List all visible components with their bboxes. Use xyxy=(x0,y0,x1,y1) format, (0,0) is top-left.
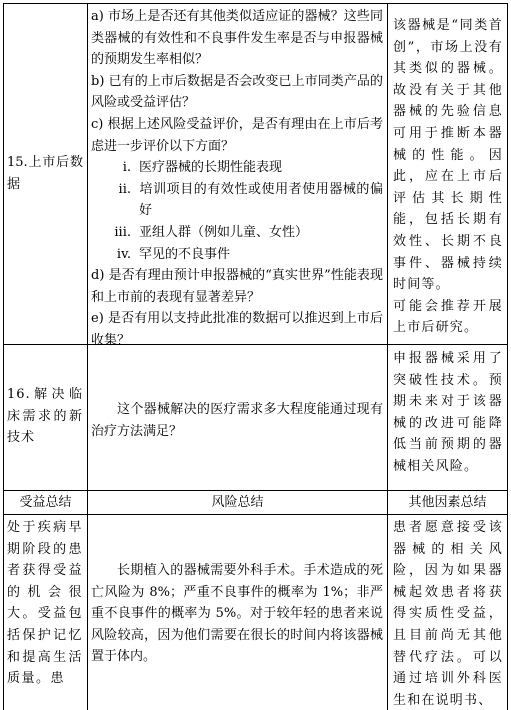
table-border-top xyxy=(3,3,508,4)
table-border-right xyxy=(507,3,508,710)
other-summary-cell xyxy=(393,517,503,710)
column-divider-label xyxy=(87,3,88,710)
other-summary-text: 患者愿意接受该器械的相关风险，因为如果器械起效患者将获得实质性受益，且目前尚无其他替代疗法。可以通过培训外科医生和在说明书、 xyxy=(393,520,503,708)
row16-question-cell xyxy=(91,399,383,442)
row15-sub-item-i xyxy=(91,157,383,179)
row15-questions-cell xyxy=(91,6,383,352)
table-border-left xyxy=(3,3,4,710)
benefit-summary-header-cell xyxy=(4,492,87,514)
risk-summary-cell xyxy=(91,560,383,668)
row16-note: 申报器械采用了突破性技术。预期未来对于该器械的改进可能降低当前预期的器械相关风险。 xyxy=(393,351,503,474)
sub-item-number: iii. xyxy=(114,224,131,240)
risk-summary-header: 风险总结 xyxy=(211,495,264,510)
row16-label-cell xyxy=(7,384,83,449)
row15-label: 15.上市后数据 xyxy=(7,155,83,192)
row16-notes-cell xyxy=(393,348,503,478)
sub-item-text: 罕见的不良事件 xyxy=(139,246,231,262)
sub-item-number: ii. xyxy=(118,181,131,197)
other-summary-header-cell xyxy=(388,492,507,514)
row15-note-1: 该器械是“同类首创”，市场上没有其类似的器械。故没有关于其他器械的先验信息可用于推断本器械的性能。因此，应在上市后评估其长期性能，包括长期有效性、长期不良事件、器械持续时间等。 xyxy=(393,18,503,293)
sub-item-number: i. xyxy=(122,160,131,176)
summary-header-divider xyxy=(3,514,508,515)
row15-sub-item-iv xyxy=(91,244,383,266)
other-summary-header: 其他因素总结 xyxy=(408,495,487,510)
row16-label: 16.解决临床需求的新技术 xyxy=(7,387,83,446)
sub-item-text: 医疗器械的长期性能表现 xyxy=(139,160,283,176)
row15-sub-item-ii xyxy=(91,179,383,222)
benefit-summary-text: 处于疾病早期阶段的患者获得受益的机会很大。受益包括保护记忆和提高生活质量。患 xyxy=(7,520,83,687)
risk-summary-text: 长期植入的器械需要外科手术。手术造成的死亡风险为 8%；严重不良事件的概率为 1%；非严重不良事件的概率为 5%。对于较年轻的患者来说风险较高，因为他们需要在很长的时间内将该器械置于体内。 xyxy=(91,563,383,665)
row-divider-16-summary xyxy=(3,490,508,491)
row15-label-cell xyxy=(7,152,83,195)
benefit-summary-header: 受益总结 xyxy=(19,495,72,510)
row16-question: 这个器械解决的医疗需求多大程度能通过现有治疗方法满足？ xyxy=(91,402,383,439)
row15-item-b: b) 已有的上市后数据是否会改变已上市同类产品的风险或受益评估？ xyxy=(91,73,383,111)
row15-item-a: a) 市场上是否还有其他类似适应证的器械？这些同类器械的有效性和不良事件发生率是否与申报器械的预期发生率相似？ xyxy=(91,9,383,68)
row15-sub-item-iii xyxy=(91,222,383,244)
column-divider-notes xyxy=(387,3,388,710)
row15-item-c: c) 根据上述风险受益评价，是否有理由在上市后考虑进一步评价以下方面？ xyxy=(91,116,383,154)
benefit-summary-cell xyxy=(7,517,83,710)
row15-item-d: d) 是否有理由预计申报器械的“真实世界”性能表现和上市前的表现有显著差异？ xyxy=(91,268,383,305)
row15-item-e: e) 是否有用以支持此批准的数据可以推迟到上市后收集？ xyxy=(91,311,383,348)
sub-item-text: 培训项目的有效性或使用者使用器械的偏好 xyxy=(139,181,383,219)
row15-note-2: 可能会推荐开展上市后研究。 xyxy=(393,298,503,336)
risk-summary-header-cell xyxy=(88,492,387,514)
row15-notes-cell xyxy=(393,15,503,339)
sub-item-number: iv. xyxy=(116,246,131,262)
sub-item-text: 亚组人群（例如儿童、女性） xyxy=(139,224,309,240)
